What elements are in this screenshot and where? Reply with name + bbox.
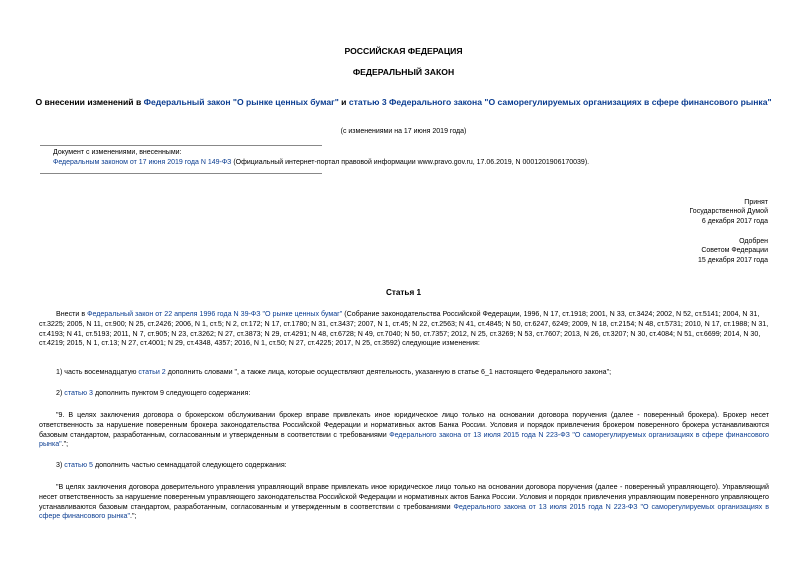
- amendment-link[interactable]: Федеральным законом от 17 июня 2019 года N 149-ФЗ: [53, 159, 232, 166]
- document-type-heading: ФЕДЕРАЛЬНЫЙ ЗАКОН: [352, 67, 455, 77]
- link-securities-law-1996[interactable]: Федеральный закон от 22 апреля 1996 года N 39-ФЗ "О рынке ценных бумаг": [87, 310, 343, 318]
- approval-line-2: Советом Федерации: [701, 247, 768, 255]
- paragraph-manager-clause: [39, 483, 769, 522]
- divider-top: [40, 145, 322, 146]
- title-text-and: и: [338, 97, 349, 107]
- approval-line-1: Одобрен: [739, 238, 768, 245]
- paragraph-text: дополнить пунктом 9 следующего содержания:: [92, 389, 251, 397]
- paragraph-broker-clause: [39, 411, 769, 450]
- adoption-line-3: 6 декабря 2017 года: [701, 217, 768, 225]
- paragraph-text: "9. В целях заключения договора о брокерском обслуживании брокер вправе привлекать иное юридическое лицо только на основании договора поручения (далее - поверенный брокера). Брокер несет ответственность за нарушение поверенным брокера законодательства Российской Федерации и нормативных актов Банка России. Условия и порядок привлечения брокером поверенного брокера устанавливаются базовым стандартом, разработанным, согласованным и утвержденным в соответствии с требованиями: [39, 411, 769, 439]
- paragraph-text: дополнить частью семнадцатой следующего содержания:: [92, 461, 287, 469]
- title-text: О внесении изменений в: [35, 97, 144, 107]
- paragraph-item-2: [39, 389, 769, 399]
- law-title: [30, 97, 777, 108]
- amendments-label: Документ с изменениями, внесенными:: [53, 149, 182, 156]
- paragraph-item-3: [39, 461, 769, 471]
- title-link-securities-law[interactable]: Федеральный закон "О рынке ценных бумаг": [143, 97, 339, 107]
- paragraph-item-1: [39, 368, 769, 378]
- article-heading: Статья 1: [385, 288, 422, 297]
- link-article-2[interactable]: статьи 2: [138, 368, 166, 376]
- paragraph-text: 2): [56, 389, 65, 397]
- link-article-3[interactable]: статью 3: [64, 389, 93, 397]
- paragraph-text: дополнить словами ", а также лица, которые осуществляют деятельность, указанную в статье 6_1 настоящего Федерального закона";: [165, 368, 612, 376]
- approval-line-3: 15 декабря 2017 года: [697, 256, 768, 264]
- adoption-block: [689, 198, 768, 226]
- adoption-line-1: Принят: [744, 199, 768, 206]
- paragraph-text: "В целях заключения договора доверительного управления управляющий вправе привлекать иное юридическое лицо только на основании договора поручения (далее - поверенный управляющего). Управляющий несет ответственность за нарушение поверенным управляющего законодательства Российской Федерации и нормативных актов Банка России. Условия и порядок привлечения управляющим поверенного управляющего устанавливаются базовым стандартом, разработанным, согласованным и утвержденным в соответствии с требованиями: [39, 483, 769, 511]
- paragraph-text: 1) часть восемнадцатую: [56, 368, 139, 376]
- paragraph-text: Внести в: [56, 310, 88, 318]
- approval-block: [698, 237, 768, 265]
- amendments-line: [53, 158, 589, 167]
- adoption-line-2: Государственной Думой: [689, 208, 768, 216]
- paragraph-text: .";: [61, 440, 69, 449]
- link-sro-law-2015-second[interactable]: Федерального закона от 13 июля 2015 года N 223-ФЗ "О саморегулируемых организациях в сфере финансового рынка": [39, 502, 769, 521]
- paragraph-text: 3): [56, 461, 65, 469]
- paragraph-introduction: [39, 310, 769, 349]
- title-link-sro-law[interactable]: статью 3 Федерального закона "О саморегулируемых организациях в сфере финансового рынка": [348, 97, 772, 107]
- link-sro-law-2015[interactable]: Федерального закона от 13 июля 2015 года N 223-ФЗ "О саморегулируемых организациях в сфере финансового рынка": [39, 430, 769, 449]
- paragraph-text: .";: [130, 512, 137, 521]
- changes-note: (с изменениями на 17 июня 2019 года): [340, 128, 467, 135]
- paragraph-text: (Собрание законодательства Российской Федерации, 1996, N 17, ст.1918; 2001, N 33, ст.3424; 2002, N 52, ст.5141; 2004, N 31, ст.3225; 2005, N 11, ст.900; N 25, ст.2426; 2006, N 1, ст.5; N 2, ст.172; N 17, ст.1780; N 31, ст.3437; 2007, N 1, ст.45; N 22, ст.2563; N 41, ст.4845; N 50, ст.6247, 6249; 2009, N 18, ст.2154; N 48, ст.5731; 2010, N 17, ст.1988; N 31, ст.4193; N 41, ст.5193; 2011, N 7, ст.905; N 23, ст.3262; N 27, ст.3873; N 29, ст.4291; N 48, ст.6728; N 49, ст.7040; N 50, ст.7357; 2012, N 25, ст.3269; N 53, ст.7607; 2013, N 26, ст.3207; N 30, ст.4084; N 51, ст.6699; 2014, N 30, ст.4219; 2015, N 1, ст.13; N 27, ст.4001; N 29, ст.4348, 4357; 2016, N 1, ст.50; N 27, ст.4225; 2017, N 25, ст.3592) следующие изменения:: [39, 310, 769, 348]
- amendment-source: (Официальный интернет-портал правовой информации www.pravo.gov.ru, 17.06.2019, N 0001201906170039).: [231, 159, 590, 166]
- divider-bottom: [40, 173, 322, 174]
- link-article-5[interactable]: статью 5: [64, 461, 93, 469]
- country-heading: РОССИЙСКАЯ ФЕДЕРАЦИЯ: [344, 46, 463, 56]
